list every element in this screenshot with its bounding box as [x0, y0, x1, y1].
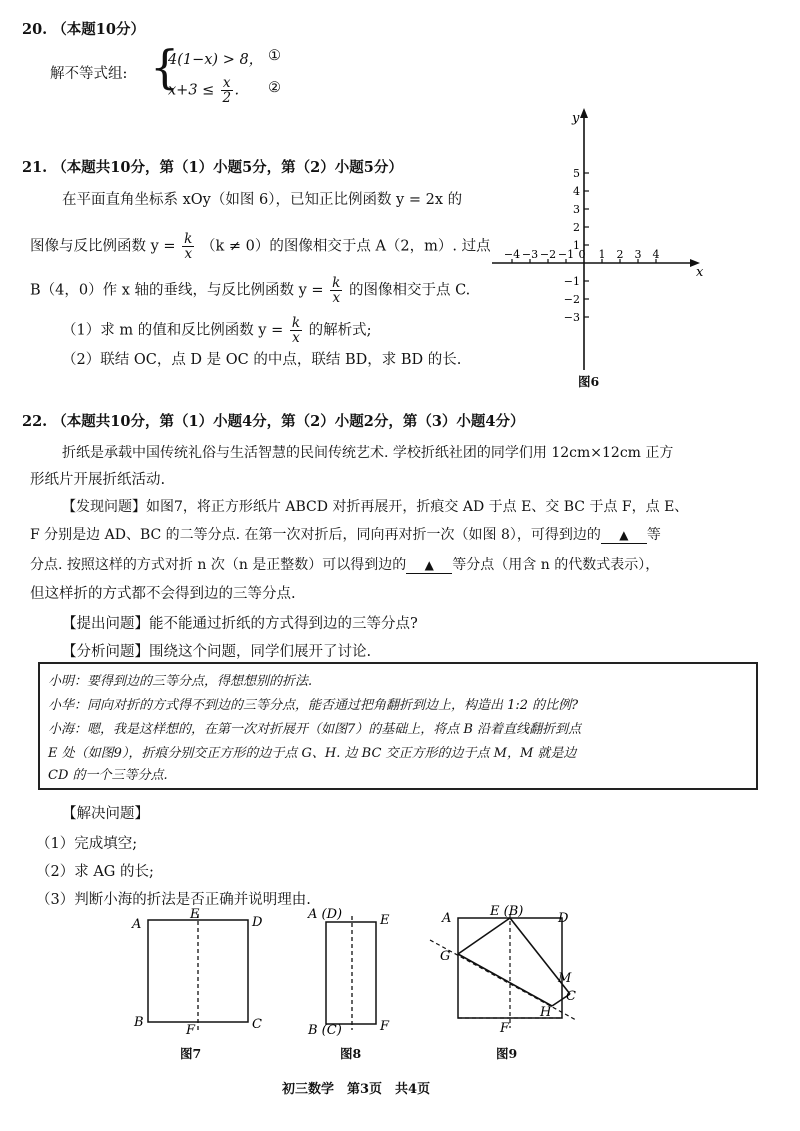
- crease-gh-extended: [430, 940, 576, 1020]
- discussion-xiaohua: 小华：同向对折的方式得不到边的三等分点，能否通过把角翻折到边上，构造出 1:2 的比例?: [48, 698, 579, 713]
- y-tick-label: 2: [573, 221, 580, 234]
- x-tick-marks: [504, 248, 660, 263]
- y-tick-label: 3: [573, 203, 580, 216]
- x-tick-label: 3: [634, 248, 642, 261]
- q22-task-3: （3）判断小海的折法是否正确并说明理由.: [36, 892, 311, 908]
- point-h: H: [540, 1005, 552, 1020]
- x-axis-label: x: [696, 265, 704, 280]
- point-f: F: [380, 1019, 390, 1034]
- point-d: D: [558, 911, 569, 926]
- q22-discover-1: 【发现问题】如图7，将正方形纸片 ABCD 对折再展开，折痕交 AD 于点 E、交 BC 于点 F，点 E、: [62, 499, 689, 515]
- y-tick-label: −3: [563, 311, 580, 324]
- q22-solve-heading: 【解决问题】: [62, 806, 149, 822]
- q22-discover-3: 分点. 按照这样的方式对折 n 次（n 是正整数）可以得到边的 ▲ 等分点（用含 n 的代数式表示），: [30, 557, 660, 573]
- figure-6-caption: 图6: [578, 374, 600, 389]
- q21-line-2: 图像与反比例函数 y = $\frac{k}{x}$ （k ≠ 0）的图像相交于点 A（2，m）. 过点: [30, 231, 491, 262]
- x-tick-label: −1: [557, 248, 575, 261]
- discussion-box: [38, 662, 758, 790]
- q22-number: 22.: [22, 413, 48, 430]
- x-tick-label: 2: [616, 248, 624, 261]
- q20-mark-2: ②: [268, 80, 281, 96]
- x-tick-label: −2: [539, 248, 557, 261]
- segment-gh: [458, 954, 552, 1006]
- page-footer: 初三数学 第3页 共4页: [282, 1082, 431, 1097]
- y-tick-label: 5: [573, 167, 580, 180]
- x-tick-label: 1: [598, 248, 606, 261]
- point-c: C: [566, 989, 576, 1004]
- q22-analyze: 【分析问题】围绕这个问题，同学们展开了讨论.: [62, 644, 372, 660]
- point-f: F: [186, 1023, 196, 1038]
- discussion-xiaohai-2: E 处（如图9），折痕分别交正方形的边于点 G、H. 边 BC 交正方形的边于点 M，M 就是边: [48, 746, 577, 761]
- q22-task-2: （2）求 AG 的长;: [36, 864, 154, 880]
- discussion-xiaohai-3: CD 的一个三等分点.: [48, 768, 168, 783]
- x-tick-label: 0: [578, 248, 586, 261]
- fraction-x-over-2: $\frac{x}{2}$: [222, 75, 232, 106]
- y-tick-label: −1: [563, 275, 580, 288]
- q20-inequality-1: 4(1−x) > 8，: [168, 52, 264, 68]
- y-axis-arrow: [580, 108, 588, 118]
- q21-sub-1: （1）求 m 的值和反比例函数 y = $\frac{k}{x}$ 的解析式;: [62, 315, 372, 346]
- y-tick-marks: [564, 167, 589, 324]
- q21-points: （本题共10分，第（1）小题5分，第（2）小题5分）: [52, 159, 403, 176]
- discussion-xiaoming: 小明：要得到边的三等分点，得想想别的折法.: [48, 674, 313, 689]
- q20-inequality-2: x+3 ≤ $\frac{x}{2}$ .: [168, 75, 240, 106]
- figure-8-folded-rectangle: [304, 904, 404, 1044]
- point-b-c: B (C): [308, 1023, 342, 1038]
- point-e: E: [190, 907, 200, 922]
- point-d: D: [252, 915, 263, 930]
- q22-discover-2: F 分别是边 AD、BC 的二等分点. 在第一次对折后，同向再对折一次（如图 8），可得到边的 ▲ 等: [30, 527, 661, 543]
- point-c: C: [252, 1017, 262, 1032]
- q22-header: [22, 410, 525, 431]
- q22-discover-4: 但这样折的方式都不会得到边的三等分点.: [30, 586, 296, 602]
- q20-prompt: 解不等式组:: [50, 66, 128, 82]
- q21-number: 21.: [22, 159, 48, 176]
- y-tick-label: −2: [563, 293, 580, 306]
- discussion-xiaohai-1: 小海：嗯，我是这样想的，在第一次对折展开（如图7）的基础上，将点 B 沿着直线翻折到点: [48, 722, 582, 737]
- blank-1: ▲: [601, 527, 647, 544]
- folded-rectangle: [326, 922, 376, 1024]
- q20-points: （本题10分）: [52, 21, 145, 38]
- figure-9-corner-fold: [424, 902, 594, 1042]
- point-a-d: A (D): [308, 907, 343, 922]
- point-m: M: [558, 971, 572, 986]
- point-b: B: [134, 1015, 144, 1030]
- q20-header: [22, 18, 145, 39]
- q21-sub-2: （2）联结 OC，点 D 是 OC 的中点，联结 BD，求 BD 的长.: [62, 352, 462, 368]
- point-e-b: E (B): [490, 904, 524, 919]
- point-a: A: [442, 911, 452, 926]
- q21-header: [22, 156, 403, 177]
- q22-intro-2: 形纸片开展折纸活动.: [30, 472, 166, 488]
- figure-7-square: [130, 906, 270, 1046]
- figure-6-coordinate-plane: [488, 108, 718, 398]
- q22-task-1: （1）完成填空;: [36, 836, 138, 852]
- y-tick-label: 4: [573, 185, 580, 198]
- blank-2: ▲: [406, 557, 452, 574]
- figure-7-caption: 图7: [180, 1046, 202, 1061]
- q22-propose: 【提出问题】能不能通过折纸的方式得到边的三等分点?: [62, 616, 418, 632]
- system-brace: {: [150, 40, 180, 94]
- x-tick-label: 4: [652, 248, 660, 261]
- figure-9-caption: 图9: [496, 1046, 518, 1061]
- y-tick-label: 1: [573, 239, 580, 252]
- q20-mark-1: ①: [268, 48, 281, 64]
- point-f: F: [500, 1021, 510, 1036]
- q21-line-1: 在平面直角坐标系 xOy（如图 6），已知正比例函数 y = 2x 的: [62, 192, 463, 208]
- q22-points: （本题共10分，第（1）小题4分，第（2）小题2分，第（3）小题4分）: [52, 413, 525, 430]
- figure-8-caption: 图8: [340, 1046, 362, 1061]
- q21-line-3: B（4，0）作 x 轴的垂线，与反比例函数 y = $\frac{k}{x}$ 的图像相交于点 C.: [30, 275, 471, 306]
- x-tick-label: −3: [521, 248, 539, 261]
- point-a: A: [132, 917, 142, 932]
- q22-intro-1: 折纸是承载中国传统礼俗与生活智慧的民间传统艺术. 学校折纸社团的同学们用 12cm×12cm 正方: [62, 445, 674, 461]
- segment-ge: [458, 918, 510, 954]
- point-e: E: [380, 913, 390, 928]
- point-g: G: [440, 949, 451, 964]
- q20-number: 20.: [22, 21, 48, 38]
- x-tick-label: −4: [503, 248, 521, 261]
- y-axis-label: y: [572, 111, 580, 126]
